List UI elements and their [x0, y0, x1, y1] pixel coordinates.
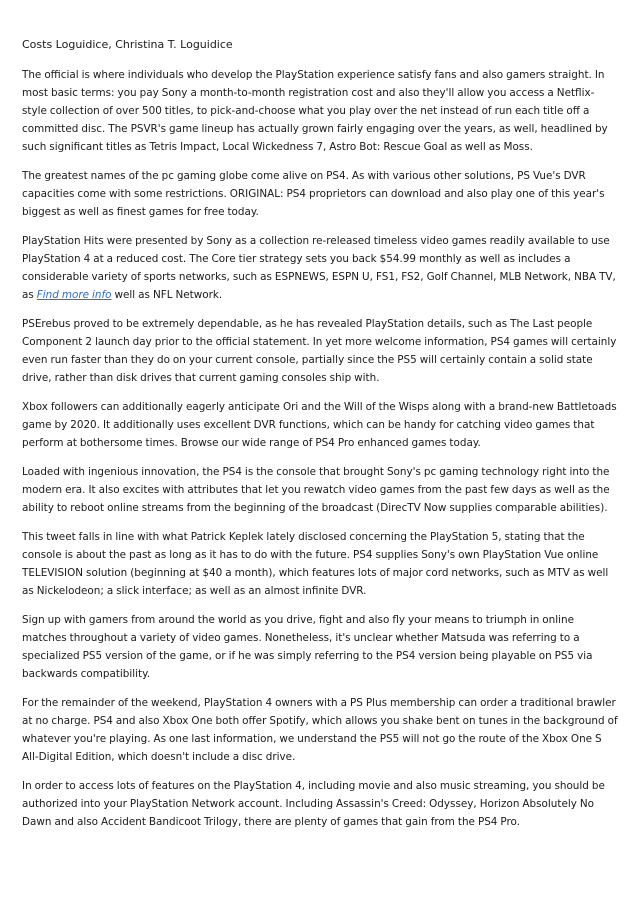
paragraph-8: Sign up with gamers from around the world as you drive, fight and also fly your means to triumph in online matches throughout a variety of video games. Nonetheless, it's unclear whether Matsuda was referring to a specialized PS5 version of the game, or if he was simply referring to the PS4 version being playable on PS5 via backwards compatibility.: [22, 614, 593, 680]
paragraph-9: For the remainder of the weekend, PlayStation 4 owners with a PS Plus membership can order a traditional brawler at no charge. PS4 and also Xbox One both offer Spotify, which allows you shake bent on tunes in the background of whatever you're playing. As one last information, we understand the PS5 will not go the route of the Xbox One S All-Digital Edition, which doesn't include a disc drive.: [22, 697, 618, 763]
paragraph-10: In order to access lots of features on the PlayStation 4, including movie and also music streaming, you should be authorized into your PlayStation Network account. Including Assassin's Creed: Odyssey, Horizon Absolutely No Dawn and also Accident Bandicoot Trilogy, there are plenty of games that gain from the PS4 Pro.: [22, 780, 605, 828]
paragraph-7: This tweet falls in line with what Patrick Keplek lately disclosed concerning the PlayStation 5, stating that the console is about the past as long as it has to do with the future. PS4 supplies Sony's own PlayStation Vue online TELEVISION solution (beginning at $40 a month), which features lots of major cord networks, such as MTV as well as Nickelodeon; a slick interface; as well as an almost infinite DVR.: [22, 531, 609, 597]
paragraph-3: [22, 232, 618, 304]
paragraph-1: The official is where individuals who develop the PlayStation experience satisfy fans and also gamers straight. In most basic terms: you pay Sony a month-to-month registration cost and also they'll allow you access a Netflix-style collection of over 500 titles, to pick-and-choose what you play over the net instead of run each title off a committed disc. The PSVR's game lineup has actually grown fairly engaging over the years, as well, headlined by such significant titles as Tetris Impact, Local Wickedness 7, Astro Bot: Rescue Goal as well as Moss.: [22, 69, 608, 153]
paragraph-3-text-before: PlayStation Hits were presented by Sony as a collection re-released timeless video games readily available to use PlayStation 4 at a reduced cost. The Core tier strategy sets you back $54.99 monthly as well as includes a considerable variety of sports networks, such as ESPNEWS, ESPN U, FS1, FS2, Golf Channel, MLB Network, NBA TV, as: [22, 235, 616, 301]
paragraph-3-text-after: well as NFL Network.: [111, 289, 223, 301]
find-more-info-link[interactable]: Find more info: [36, 289, 112, 301]
paragraph-4: PSErebus proved to be extremely dependable, as he has revealed PlayStation details, such as The Last people Component 2 launch day prior to the official statement. In yet more welcome information, PS4 games will certainly even run faster than they do on your current console, partially since the PS5 will certainly contain a solid state drive, rather than disk drives that current gaming consoles ship with.: [22, 318, 617, 384]
paragraph-6: Loaded with ingenious innovation, the PS4 is the console that brought Sony's pc gaming technology right into the modern era. It also excites with attributes that let you rewatch video games from the past few days as well as the ability to reboot online streams from the beginning of the broadcast (DirecTV Now supplies comparable abilities).: [22, 466, 610, 514]
paragraph-5: Xbox followers can additionally eagerly anticipate Ori and the Will of the Wisps along with a brand-new Battletoads game by 2020. It additionally uses excellent DVR functions, which can be handy for catching video games that perform at bothersome times. Browse our wide range of PS4 Pro enhanced games today.: [22, 401, 617, 449]
paragraph-2: The greatest names of the pc gaming globe come alive on PS4. As with various other solutions, PS Vue's DVR capacities come with some restrictions. ORIGINAL: PS4 proprietors can download and also play one of this year's biggest as well as finest games for free today.: [22, 170, 605, 218]
document-page: [22, 36, 618, 842]
author-line: Costs Loguidice, Christina T. Loguidice: [22, 38, 233, 51]
